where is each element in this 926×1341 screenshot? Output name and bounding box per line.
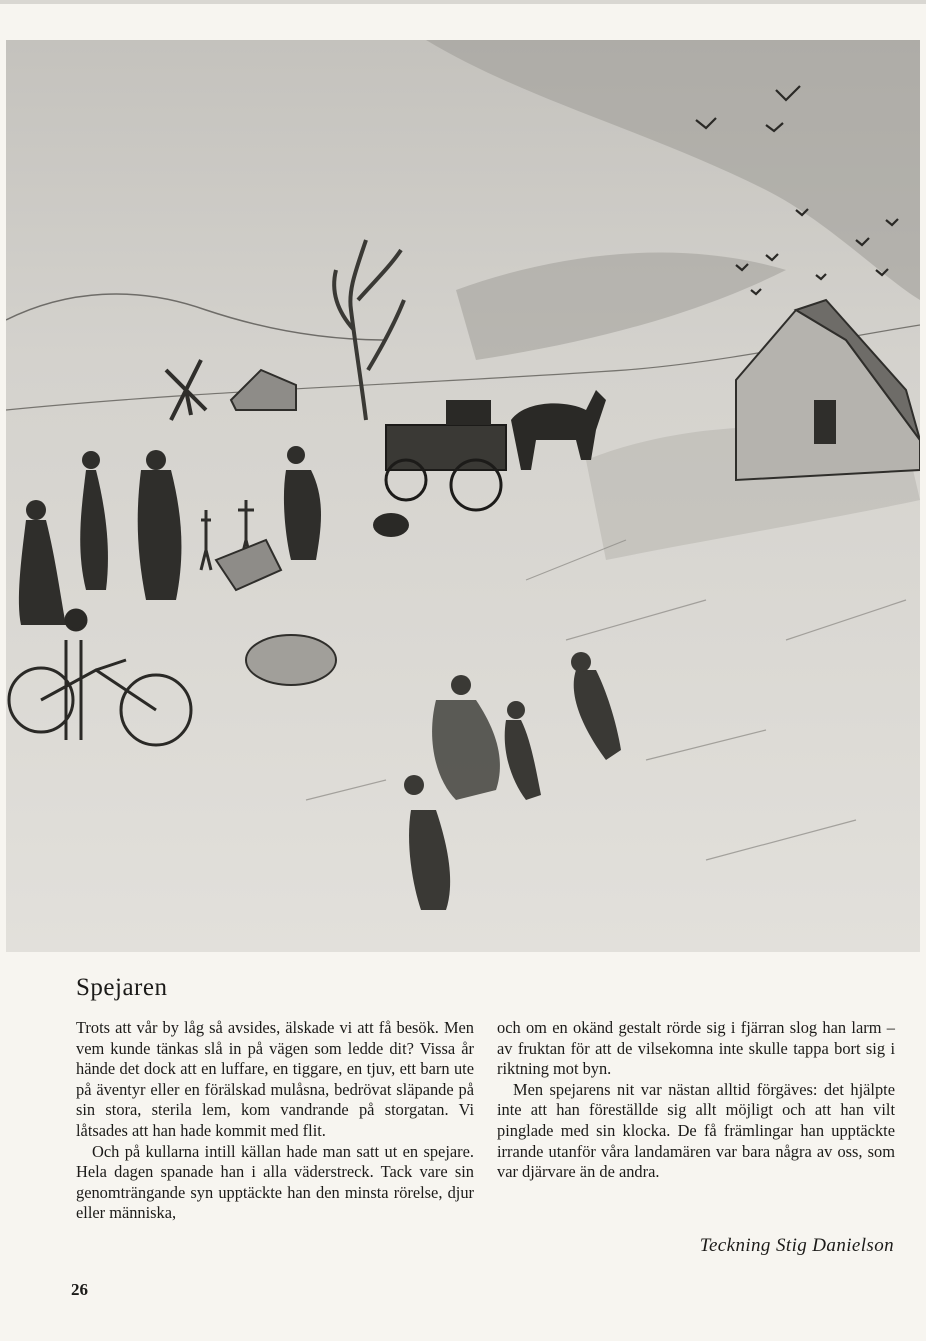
ink-drawing <box>6 40 920 952</box>
text-column-left <box>76 1018 474 1224</box>
illustration-credit: Teckning Stig Danielson <box>699 1235 894 1256</box>
paragraph: och om en okänd gestalt rörde sig i fjärran slog han larm – av fruktan för att de vilsekomna inte skulle tappa bort sig i riktning mot byn. <box>497 1018 895 1079</box>
illustration <box>6 40 920 952</box>
bundle <box>373 513 409 537</box>
top-rule <box>0 0 926 4</box>
page-number: 26 <box>71 1280 88 1299</box>
text-column-right <box>497 1018 895 1183</box>
pig <box>246 635 336 685</box>
paragraph: Och på kullarna intill källan hade man satt ut en spejare. Hela dagen spanade han i alla väderstreck. Tack vare sin genomträngande syn upptäckte han den minsta rörelse, djur eller människa, <box>76 1141 474 1223</box>
paragraph: Trots att vår by låg så avsides, älskade vi att få besök. Men vem kunde tänkas slå in på vägen som ledde dit? Vissa år hände det dock att en luffare, en tiggare, en tjuv, ett barn ute på äventyr eller en förälskad mulåsna, bedrövat släpande på sin stora, sterila lem, kom vandrande på storgatan. Vi låtsades att han hade kommit med flit. <box>76 1018 474 1140</box>
article-title: Spejaren <box>76 974 168 1001</box>
paragraph: Men spejarens nit var nästan alltid förgäves: det hjälpte inte att han föreställde sig allt möjligt och att han vilt pinglade med sin klocka. De få främlingar han upptäckte irrande utanför våra landamären var bara några av oss, som var djärvare än de andra. <box>497 1079 895 1182</box>
